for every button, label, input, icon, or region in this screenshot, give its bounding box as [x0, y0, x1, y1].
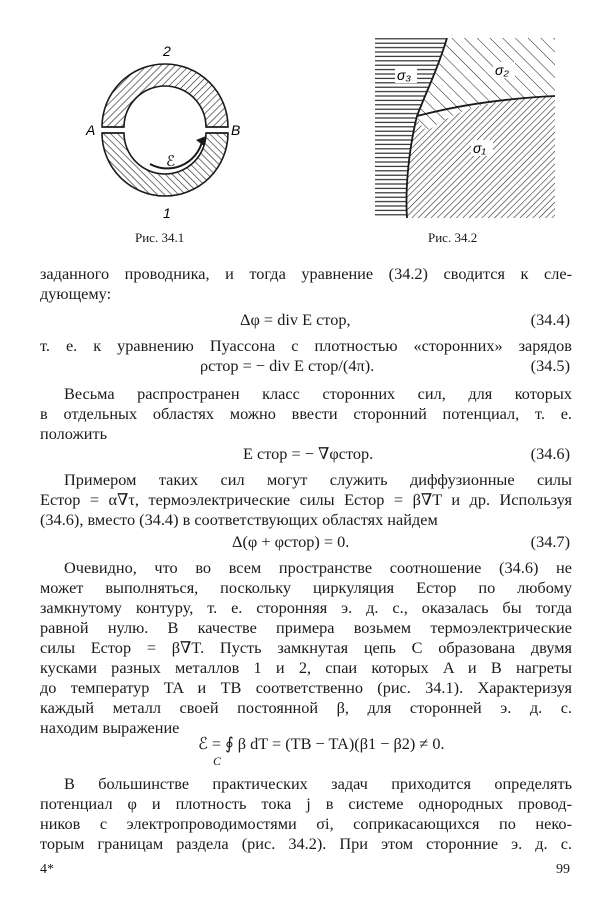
- text-line: кусками разных металлов 1 и 2, спаи которых A и B нагреты: [40, 658, 572, 677]
- text-line: Очевидно, что во всем пространстве соотношение (34.6) не: [64, 558, 572, 577]
- label-2: 2: [163, 43, 171, 59]
- text-line: равной нулю. В качестве примера возьмем термоэлектрические: [40, 618, 572, 637]
- equation-number: (34.5): [530, 356, 570, 375]
- signature-mark: 4*: [40, 862, 54, 877]
- text-line: до температур TA и TB соответственно (рис. 34.1). Характеризуя: [40, 678, 572, 697]
- figure-ring-circuit: [80, 40, 250, 220]
- text-line: замкнутому контуру, т. е. сторонняя э. д. с., оказалась бы тогда: [40, 598, 572, 617]
- text-line: дующему:: [40, 284, 112, 303]
- text-line: каждый металл своей постоянной β, для сторонней э. д. с.: [40, 698, 572, 717]
- equation-number: (34.4): [530, 310, 570, 329]
- contour-subscript: C: [213, 754, 222, 768]
- equation-34-7: Δ(φ + φстор) = 0.: [232, 532, 350, 551]
- figure-1-caption: Рис. 34.1: [135, 230, 185, 245]
- equation-number: (34.7): [530, 532, 570, 551]
- text-line: потенциал φ и плотность тока j в системе однородных провод-: [40, 794, 572, 813]
- equation-34-4: Δφ = div E стор,: [240, 310, 351, 329]
- text-line: может выполняться, поскольку циркуляция Eстор по любому: [40, 578, 572, 597]
- metal-1-half: [102, 133, 228, 196]
- text-line: Весьма распространен класс сторонних сил, для которых: [64, 384, 572, 403]
- label-sigma-1: σ₁: [473, 140, 486, 156]
- equation-number: (34.6): [530, 444, 570, 463]
- label-emf: ℰ: [166, 153, 176, 170]
- label-sigma-2: σ₂: [495, 62, 509, 78]
- text-line: В большинстве практических задач приходится определять: [64, 774, 572, 793]
- text-line: Eстор = α∇τ, термоэлектрические силы Eстор = β∇T и др. Используя: [40, 490, 572, 509]
- text-line: силы Eстор = β∇T. Пусть замкнутая цепь C образована двумя: [40, 638, 572, 657]
- text-line: т. е. к уравнению Пуассона с плотностью «сторонних» зарядов: [40, 336, 572, 355]
- text-line: Примером таких сил могут служить диффузионные силы: [64, 470, 572, 489]
- text-line: (34.6), вместо (34.4) в соответствующих областях найдем: [40, 510, 438, 529]
- text-line: заданного проводника, и тогда уравнение (34.2) сводится к сле-: [40, 264, 572, 283]
- text-line: положить: [40, 424, 108, 443]
- equation-34-6: E стор = − ∇φстор.: [243, 444, 374, 463]
- text-line: торым границам раздела (рис. 34.2). При этом сторонние э. д. с.: [40, 834, 572, 853]
- figure-three-regions: [375, 38, 555, 218]
- metal-2-half: [102, 64, 228, 127]
- equation-emf: ℰ = ∮ β dT = (TB − TA)(β1 − β2) ≠ 0.: [198, 734, 445, 753]
- equation-34-5: ρстор = − div E стор/(4π).: [200, 356, 375, 375]
- label-a: A: [86, 122, 96, 138]
- label-1: 1: [163, 205, 171, 220]
- label-sigma-3: σ₃: [397, 67, 411, 83]
- text-line: в отдельных областях можно ввести сторонний потенциал, т. е.: [40, 404, 572, 423]
- text-line: ников с электропроводимостями σi, соприкасающихся по неко-: [40, 814, 572, 833]
- figure-2-caption: Рис. 34.2: [428, 230, 478, 245]
- label-b: B: [231, 122, 241, 138]
- page-number: 99: [556, 862, 570, 877]
- text-line: находим выражение: [40, 718, 180, 737]
